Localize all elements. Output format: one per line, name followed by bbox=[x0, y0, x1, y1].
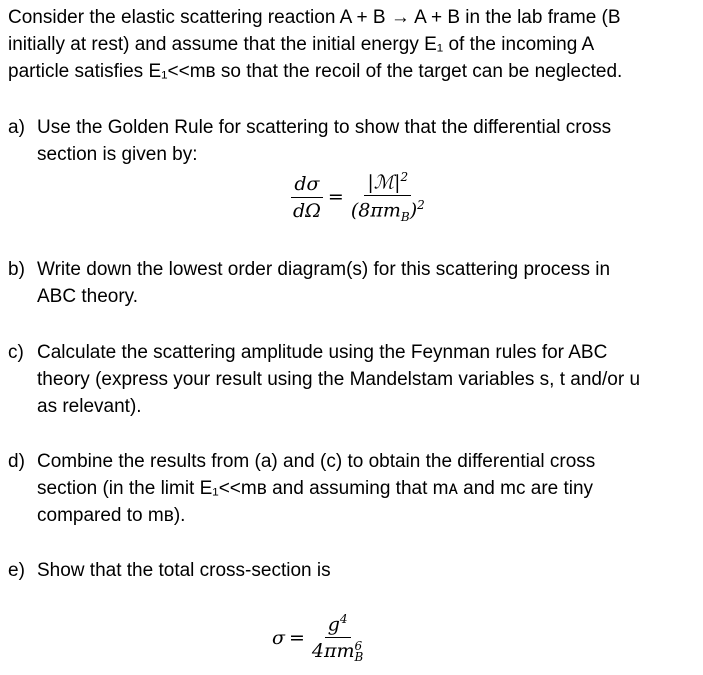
part-a bbox=[8, 114, 611, 168]
intro-line: particle satisfies E₁<<mʙ so that the recoil of the target can be neglected. bbox=[8, 61, 623, 82]
part-line: Use the Golden Rule for scattering to show that the differential cross bbox=[37, 117, 612, 138]
intro-line: initially at rest) and assume that the initial energy E₁ of the incoming A bbox=[8, 34, 595, 55]
part-line: section is given by: bbox=[37, 144, 198, 165]
part-label: c) bbox=[8, 342, 24, 363]
part-b bbox=[8, 256, 610, 310]
formula-text: ) bbox=[409, 199, 418, 222]
part-line: theory (express your result using the Mandelstam variables s, t and/or u bbox=[37, 369, 641, 390]
part-line: Combine the results from (a) and (c) to obtain the differential cross bbox=[37, 451, 596, 472]
formula-text: 4 bbox=[339, 612, 348, 626]
part-line: Show that the total cross-section is bbox=[37, 560, 331, 581]
part-line: ABC theory. bbox=[37, 286, 139, 307]
part-d bbox=[8, 448, 595, 529]
part-c bbox=[8, 339, 640, 420]
part-label: d) bbox=[8, 451, 25, 472]
part-line: Calculate the scattering amplitude using the Feynman rules for ABC bbox=[37, 342, 608, 363]
formula-text: B bbox=[354, 650, 364, 665]
part-label: e) bbox=[8, 560, 25, 581]
equals-sign: = bbox=[288, 626, 305, 649]
formula-text: |ℳ| bbox=[367, 171, 401, 194]
formula-text: 4πm bbox=[311, 640, 355, 663]
formula-text: dσ bbox=[291, 173, 322, 198]
part-label: b) bbox=[8, 259, 25, 280]
formula-differential-cross-section bbox=[290, 170, 428, 224]
formula-text: σ bbox=[272, 626, 285, 649]
formula-total-cross-section bbox=[272, 612, 366, 663]
intro-paragraph bbox=[8, 4, 622, 85]
part-line: section (in the limit E₁<<mʙ and assuming that mᴀ and mᴄ are tiny bbox=[37, 478, 594, 499]
formula-text: 6 bbox=[354, 639, 363, 654]
part-e bbox=[8, 557, 331, 584]
intro-line: Consider the elastic scattering reaction A + B → A + B in the lab frame (B bbox=[8, 7, 621, 28]
part-line: as relevant). bbox=[37, 396, 142, 417]
formula-text: (8πm bbox=[350, 199, 401, 222]
formula-text: 2 bbox=[400, 170, 409, 184]
formula-text: g bbox=[327, 613, 340, 636]
part-line: compared to mʙ). bbox=[37, 505, 186, 526]
equals-sign: = bbox=[327, 186, 344, 209]
formula-text: B bbox=[400, 210, 410, 225]
part-line: Write down the lowest order diagram(s) for this scattering process in bbox=[37, 259, 611, 280]
formula-text: dΩ bbox=[293, 199, 321, 222]
formula-text: 2 bbox=[417, 198, 425, 213]
part-label: a) bbox=[8, 117, 25, 138]
